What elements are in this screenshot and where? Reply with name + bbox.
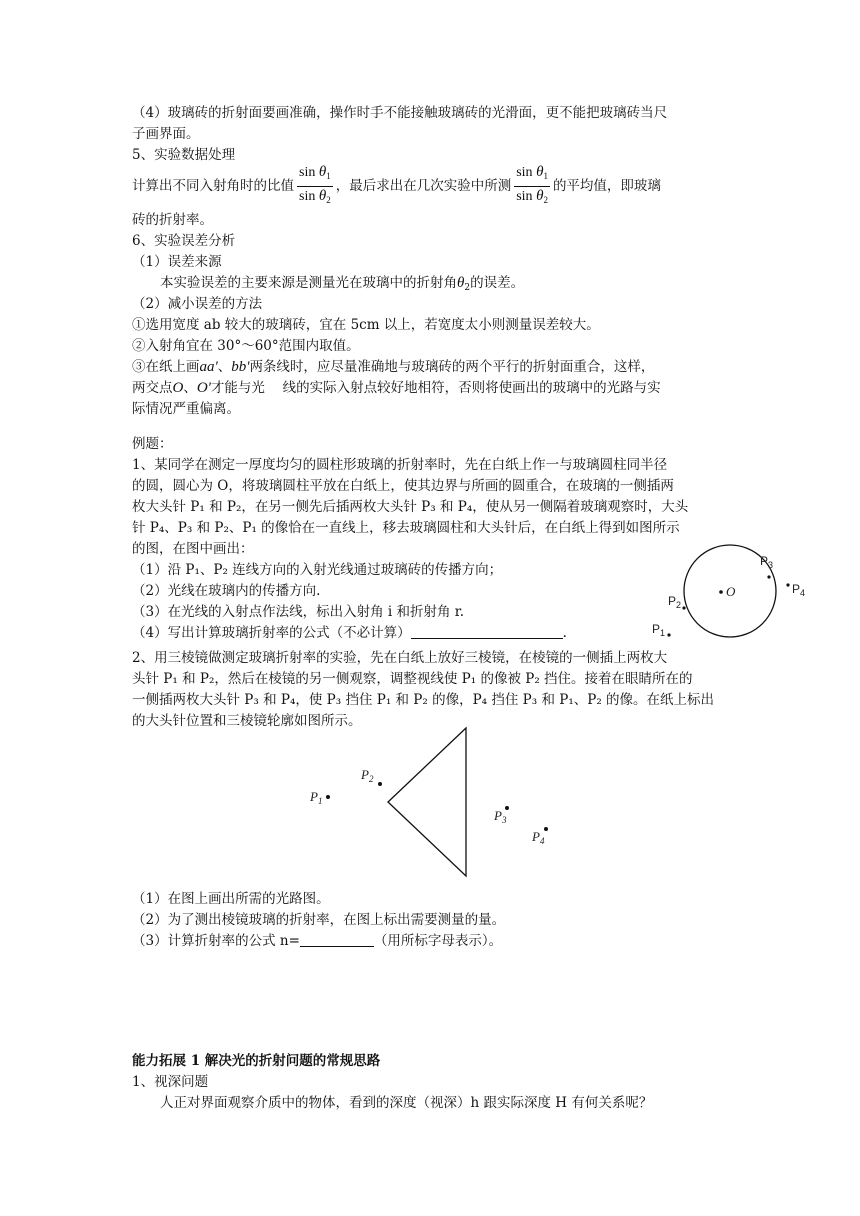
pin-label-p2: $P_2$ bbox=[668, 594, 682, 610]
text-line: 1、某同学在测定一厚度均匀的圆柱形玻璃的折射率时，先在白纸上作一与玻璃圆柱同半径 bbox=[132, 457, 668, 473]
pin-p1 bbox=[667, 633, 670, 636]
text-line: （3）计算折射率的公式 n= （用所标字母表示）。 bbox=[132, 933, 503, 949]
center-label: O bbox=[726, 584, 736, 599]
prism-outline bbox=[388, 728, 466, 876]
section-heading: 6、实验误差分析 bbox=[132, 233, 236, 249]
text-fragment: ，最后求出在几次实验中所测 bbox=[335, 178, 512, 194]
text-line: ①选用宽度 ab 较大的玻璃砖，宜在 5cm 以上，若宽度太小则测量误差较大。 bbox=[132, 317, 600, 333]
pin-label-p1: $P_1$ bbox=[310, 789, 323, 806]
section-heading: 1、视深问题 bbox=[132, 1074, 209, 1090]
text-line: 人正对界面观察介质中的物体，看到的深度（视深）h 跟实际深度 H 有何关系呢？ bbox=[160, 1095, 653, 1111]
prism-figure bbox=[300, 720, 580, 880]
text-line: （4）写出计算玻璃折射率的公式（不必计算） . bbox=[132, 625, 567, 641]
sin-ratio-fraction bbox=[297, 163, 333, 210]
pin-label-p3: $P_3$ bbox=[760, 554, 774, 570]
pin-label-p4: $P_4$ bbox=[792, 582, 806, 598]
sin-ratio-fraction bbox=[514, 163, 550, 210]
fraction-denominator: $\sin \theta_2$ bbox=[299, 188, 331, 205]
text-line: （1）沿 P₁、P₂ 连线方向的入射光线通过玻璃砖的传播方向； bbox=[132, 562, 503, 578]
pin-p3 bbox=[767, 575, 770, 578]
section-heading: 能力拓展 1 解决光的折射问题的常规思路 bbox=[132, 1053, 381, 1069]
fraction-numerator: $\sin \theta_1$ bbox=[297, 163, 333, 187]
text-fragment: 的平均值，即玻璃 bbox=[552, 178, 661, 194]
center-point bbox=[719, 590, 723, 594]
text-line: 2、用三棱镜做测定玻璃折射率的实验，先在白纸上放好三棱镜，在棱镜的一侧插上两枚大 bbox=[132, 650, 668, 666]
pin-label-p2: $P_2$ bbox=[361, 767, 374, 784]
text-line: （3）在光线的入射点作法线，标出入射角 i 和折射角 r. bbox=[132, 604, 465, 620]
text-line: 本实验误差的主要来源是测量光在玻璃中的折射角$\theta_2$的误差。 bbox=[160, 275, 525, 293]
text-line: 头针 P₁ 和 P₂，然后在棱镜的另一侧观察，调整视线使 P₁ 的像被 P₂ 挡住。接着在眼睛所在的 bbox=[132, 671, 693, 687]
text-line: （1）在图上画出所需的光路图。 bbox=[132, 891, 330, 907]
pin-p2 bbox=[378, 782, 382, 786]
section-heading: 例题： bbox=[132, 436, 173, 452]
pin-p2 bbox=[682, 606, 685, 609]
text-line: （4）玻璃砖的折射面要画准确，操作时手不能接触玻璃砖的光滑面，更不能把玻璃砖当尺 bbox=[132, 105, 668, 121]
pin-p4 bbox=[786, 583, 789, 586]
text-line: 针 P₄、P₃ 和 P₂、P₁ 的像恰在一直线上，移去玻璃圆柱和大头针后，在白纸上得到如图所示 bbox=[132, 520, 680, 536]
answer-blank[interactable] bbox=[411, 624, 563, 639]
fraction-numerator: $\sin \theta_1$ bbox=[514, 163, 550, 187]
text-line: 的圆，圆心为 O，将玻璃圆柱平放在白纸上，使其边界与所画的圆重合，在玻璃的一侧插两 bbox=[132, 478, 674, 494]
ratio-line bbox=[132, 163, 661, 210]
answer-blank[interactable] bbox=[300, 932, 374, 947]
text-line: （2）为了测出棱镜玻璃的折射率，在图上标出需要测量的量。 bbox=[132, 912, 506, 928]
cylinder-figure bbox=[652, 545, 820, 655]
text-line: 砖的折射率。 bbox=[132, 212, 213, 228]
text-line: 际情况严重偏离。 bbox=[132, 401, 240, 417]
text-line: 子画界面。 bbox=[132, 126, 200, 142]
pin-label-p1: $P_1$ bbox=[652, 622, 666, 638]
text-line: 两交点O、O'才能与光 线的实际入射点较好地相符，否则将使画出的玻璃中的光路与实 bbox=[132, 380, 661, 396]
text-line: ②入射角宜在 30°～60°范围内取值。 bbox=[132, 338, 360, 354]
section-heading: 5、实验数据处理 bbox=[132, 147, 236, 163]
text-line: 的大头针位置和三棱镜轮廓如图所示。 bbox=[132, 713, 362, 729]
text-line: ③在纸上画aa'、bb'两条线时，应尽量准确地与玻璃砖的两个平行的折射面重合，这样， bbox=[132, 359, 655, 375]
text-line: 一侧插两枚大头针 P₃ 和 P₄，使 P₃ 挡住 P₁ 和 P₂ 的像，P₄ 挡住 P₃ 和 P₁、P₂ 的像。在纸上标出 bbox=[132, 692, 715, 708]
text-fragment: 计算出不同入射角时的比值 bbox=[132, 178, 294, 194]
pin-p3 bbox=[505, 806, 509, 810]
text-line: （2）减小误差的方法 bbox=[132, 296, 263, 312]
text-line: 枚大头针 P₁ 和 P₂，在另一侧先后插两枚大头针 P₃ 和 P₄，使从另一侧隔着玻璃观察时，大头 bbox=[132, 499, 689, 515]
text-line: （1）误差来源 bbox=[132, 254, 222, 270]
pin-p4 bbox=[544, 827, 548, 831]
pin-label-p3: $P_3$ bbox=[494, 808, 507, 825]
pin-label-p4: $P_4$ bbox=[532, 829, 545, 846]
pin-p1 bbox=[326, 795, 330, 799]
text-line: 的图，在图中画出： bbox=[132, 541, 254, 557]
text-line: （2）光线在玻璃内的传播方向. bbox=[132, 583, 321, 599]
fraction-denominator: $\sin \theta_2$ bbox=[516, 188, 548, 205]
